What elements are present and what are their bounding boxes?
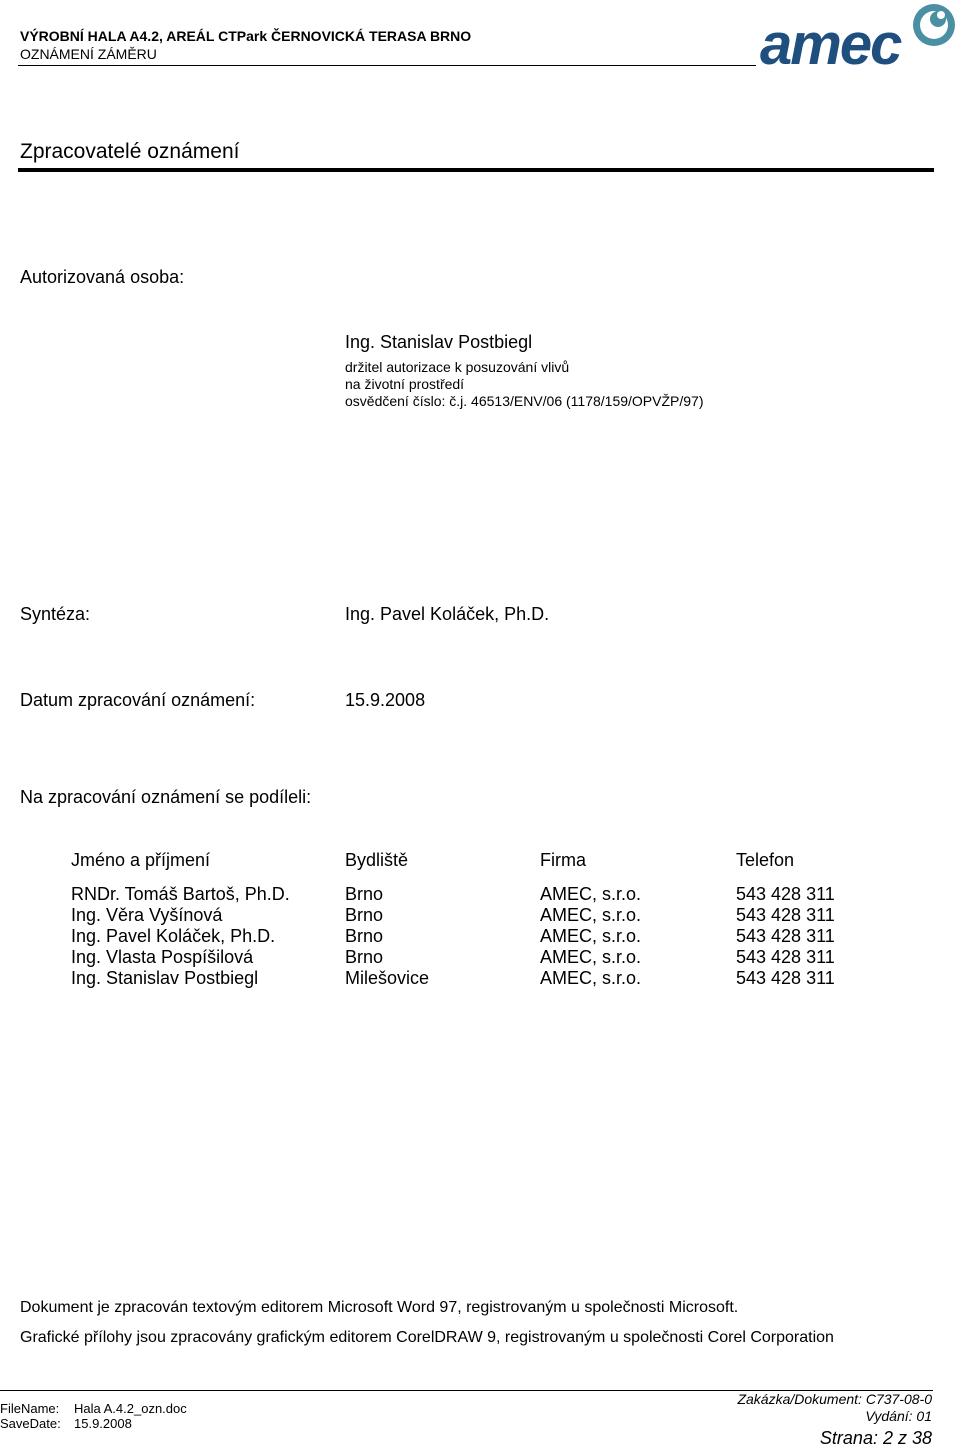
authorization-certificate: osvědčení číslo: č.j. 46513/ENV/06 (1178/159/OPVŽP/97) [345,393,704,409]
amec-logo [758,0,958,72]
authorization-desc-1: držitel autorizace k posuzování vlivů [345,359,570,375]
header-project-title: VÝROBNÍ HALA A4.2, AREÁL CTPark ČERNOVICKÁ TERASA BRNO [20,28,472,44]
edition-number: Vydání: 01 [865,1408,932,1424]
table-row [71,884,856,905]
column-header-residence: Bydliště [345,850,409,870]
cell-phone: 543 428 311 [736,884,835,904]
cell-phone: 543 428 311 [736,905,835,925]
cell-name: Ing. Vlasta Pospíšilová [71,947,254,967]
synthesis-label: Syntéza: [20,604,91,624]
cell-company: AMEC, s.r.o. [540,968,642,988]
cell-name: Ing. Stanislav Postbiegl [71,968,259,988]
header-divider [18,65,756,66]
cell-phone: 543 428 311 [736,968,835,988]
cell-name: Ing. Věra Vyšínová [71,905,223,925]
table-row [71,926,856,947]
savedate-label: SaveDate: [0,1416,61,1431]
cell-residence: Milešovice [345,968,430,988]
cell-name: Ing. Pavel Koláček, Ph.D. [71,926,276,946]
savedate-value: 15.9.2008 [74,1416,132,1431]
participants-table [71,848,856,989]
table-row [71,947,856,968]
cell-phone: 543 428 311 [736,947,835,967]
filename-value: Hala A.4.2_ozn.doc [74,1401,187,1416]
cell-company: AMEC, s.r.o. [540,947,642,967]
participants-label: Na zpracování oznámení se podíleli: [20,787,312,807]
cell-company: AMEC, s.r.o. [540,926,642,946]
cell-phone: 543 428 311 [736,926,835,946]
software-note-word: Dokument je zpracován textovým editorem Microsoft Word 97, registrovaným u společnosti Microsoft. [20,1299,739,1316]
cell-residence: Brno [345,926,384,946]
cell-residence: Brno [345,905,384,925]
synthesis-value: Ing. Pavel Koláček, Ph.D. [345,604,550,624]
cell-residence: Brno [345,884,384,904]
date-label: Datum zpracování oznámení: [20,690,256,710]
table-header-row [71,848,856,872]
page-number: Strana: 2 z 38 [819,1428,932,1448]
page-title: Zpracovatelé oznámení [20,140,240,163]
column-header-company: Firma [540,850,586,870]
header-document-type: OZNÁMENÍ ZÁMĚRU [20,46,157,62]
order-number: Zakázka/Dokument: C737-08-0 [737,1391,932,1407]
cell-company: AMEC, s.r.o. [540,884,642,904]
cell-residence: Brno [345,947,384,967]
column-header-name: Jméno a příjmení [71,850,211,870]
filename-label: FileName: [0,1401,60,1416]
table-row [71,905,856,926]
logo-wordmark: amec [760,12,901,72]
title-underline [18,168,934,172]
date-value: 15.9.2008 [345,690,426,710]
authorized-person-name: Ing. Stanislav Postbiegl [345,332,533,352]
column-header-phone: Telefon [736,850,795,870]
cell-company: AMEC, s.r.o. [540,905,642,925]
table-row [71,968,856,989]
software-note-corel: Grafické přílohy jsou zpracovány grafickým editorem CorelDRAW 9, registrovaným u společnosti Corel Corporation [20,1329,834,1346]
authorized-person-label: Autorizovaná osoba: [20,267,185,287]
cell-name: RNDr. Tomáš Bartoš, Ph.D. [71,884,290,904]
authorization-desc-2: na životní prostředí [345,376,465,392]
